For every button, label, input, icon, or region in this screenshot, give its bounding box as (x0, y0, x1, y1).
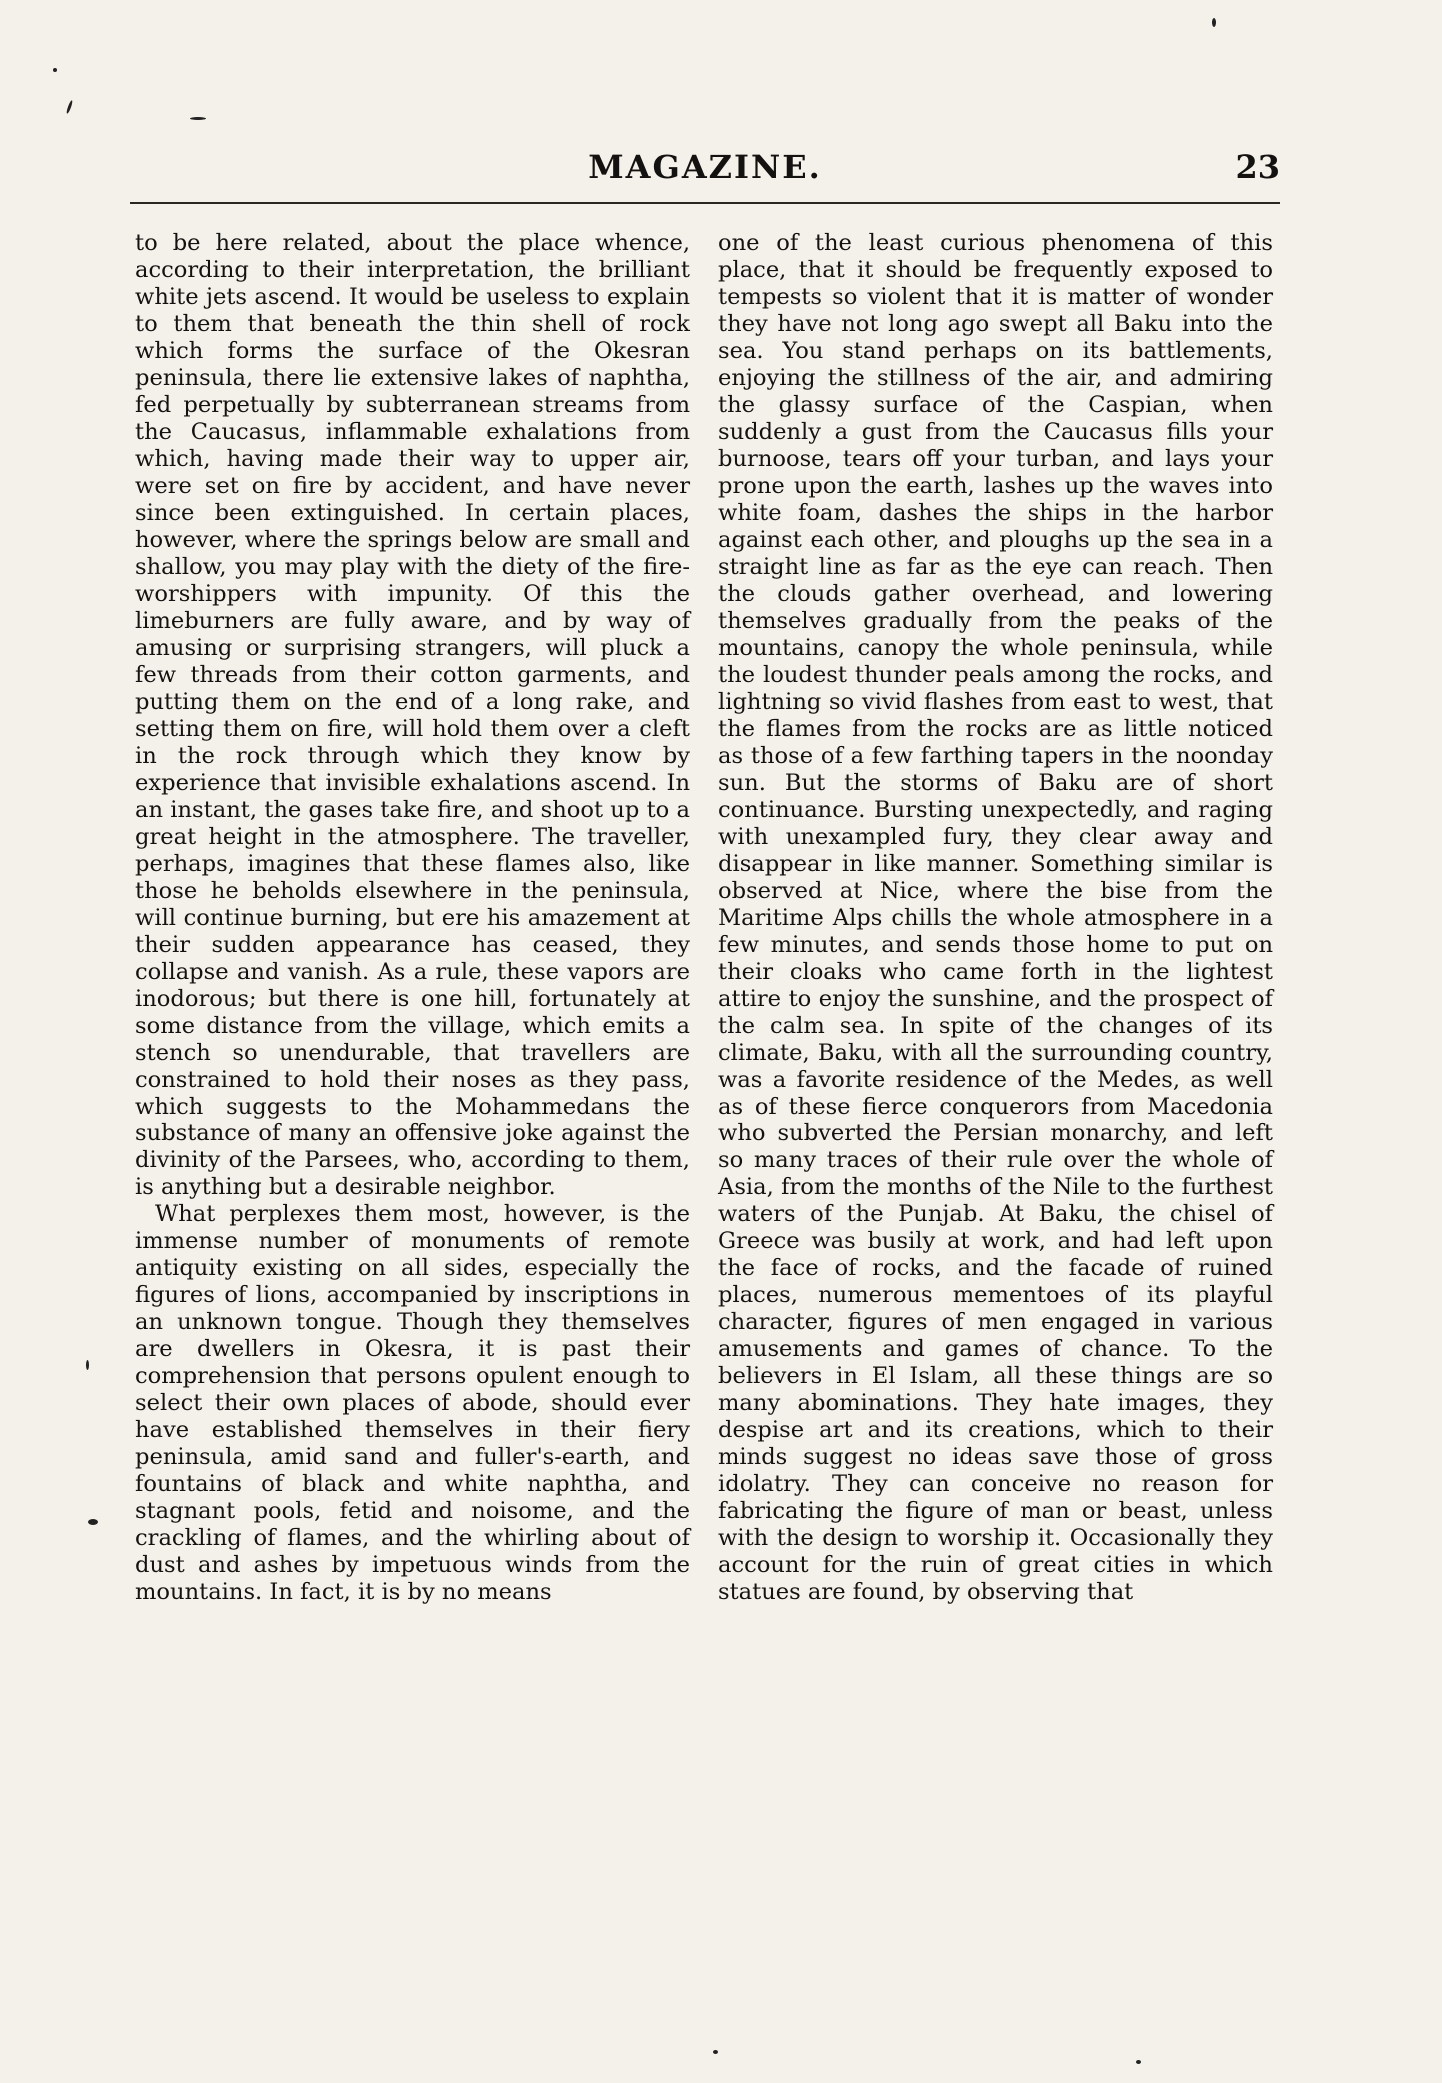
paragraph: to be here related, about the place whence, according to their interpretation, the brilliant white jets ascend. It would be useless to explain to them that beneath the thin shell of rock which forms the surface of the Okesran peninsula, there lie extensive lakes of naphtha, fed perpetually by subterranean streams from the Caucasus, inflammable exhalations from which, having made their way to upper air, were set on fire by accident, and have never since been extinguished. In certain places, however, where the springs below are small and shallow, you may play with the diety of the fire-worshippers with impunity. Of this the limeburners are fully aware, and by way of amusing or surprising strangers, will pluck a few threads from their cotton garments, and putting them on the end of a long rake, and setting them on fire, will hold them over a cleft in the rock through which they know by experience that invisible exhalations ascend. In an instant, the gases take fire, and shoot up to a great height in the atmosphere. The traveller, perhaps, imagines that these flames also, like those he beholds elsewhere in the peninsula, will continue burning, but ere his amazement at their sudden appearance has ceased, they collapse and vanish. As a rule, these vapors are inodorous; but there is one hill, fortunately at some distance from the village, which emits a stench so unendurable, that travellers are constrained to hold their noses as they pass, which suggests to the Mohammedans the substance of many an offensive joke against the divinity of the Parsees, who, according to them, is anything but a desirable neighbor. (135, 230, 690, 1201)
paragraph: What perplexes them most, however, is the immense number of monuments of remote antiquity existing on all sides, especially the figures of lions, accompanied by inscriptions in an unknown tongue. Though they themselves are dwellers in Okesra, it is past their comprehension that persons opulent enough to select their own places of abode, should ever have established themselves in their fiery peninsula, amid sand and fuller's-earth, and fountains of black and white naphtha, and stagnant pools, fetid and noisome, and the crackling of flames, and the whirling about of dust and ashes by impetuous winds from the mountains. In fact, it is by no means (135, 1201, 690, 1606)
page-number: 23 (1235, 148, 1280, 186)
paragraph: one of the least curious phenomena of this place, that it should be frequently exposed to tempests so violent that it is matter of wonder they have not long ago swept all Baku into the sea. You stand perhaps on its battlements, enjoying the stillness of the air, and admiring the glassy surface of the Caspian, when suddenly a gust from the Caucasus fills your burnoose, tears off your turban, and lays your prone upon the earth, lashes up the waves into white foam, dashes the ships in the harbor against each other, and ploughs up the sea in a straight line as far as the eye can reach. Then the clouds gather overhead, and lowering themselves gradually from the peaks of the mountains, canopy the whole peninsula, while the loudest thunder peals among the rocks, and lightning so vivid flashes from east to west, that the flames from the rocks are as little noticed as those of a few farthing tapers in the noonday sun. But the storms of Baku are of short continuance. Bursting unexpectedly, and raging with unexampled fury, they clear away and disappear in like manner. Something similar is observed at Nice, where the bise from the Maritime Alps chills the whole atmosphere in a few minutes, and sends those home to put on their cloaks who came forth in the lightest attire to enjoy the sunshine, and the prospect of the calm sea. In spite of the changes of its climate, Baku, with all the surrounding country, was a favorite residence of the Medes, as well as of these fierce conquerors from Macedonia who subverted the Persian monarchy, and left so many traces of their rule over the whole of Asia, from the months of the Nile to the furthest waters of the Punjab. At Baku, the chisel of Greece was busily at work, and had left upon the face of rocks, and the facade of ruined places, numerous mementoes of its playful character, figures of men engaged in various amusements and games of chance. To the believers in El Islam, all these things are so many abominations. They hate images, they despise art and its creations, which to their minds suggest no ideas save those of gross idolatry. They can conceive no reason for fabricating the figure of man or beast, unless with the design to worship it. Occasionally they account for the ruin of great cities in which statues are found, by observing that (718, 230, 1273, 1606)
ink-speck (1212, 18, 1216, 27)
running-title: MAGAZINE. (588, 148, 822, 186)
ink-speck (86, 1360, 89, 1370)
page-header (130, 148, 1280, 208)
ink-speck (88, 1519, 98, 1525)
ink-speck (1136, 2060, 1141, 2064)
left-column (135, 230, 690, 1606)
header-rule (130, 202, 1280, 204)
ink-speck (190, 117, 206, 120)
ink-speck (53, 68, 57, 72)
ink-speck (66, 100, 74, 114)
right-column (718, 230, 1273, 1606)
ink-speck (713, 2050, 718, 2054)
